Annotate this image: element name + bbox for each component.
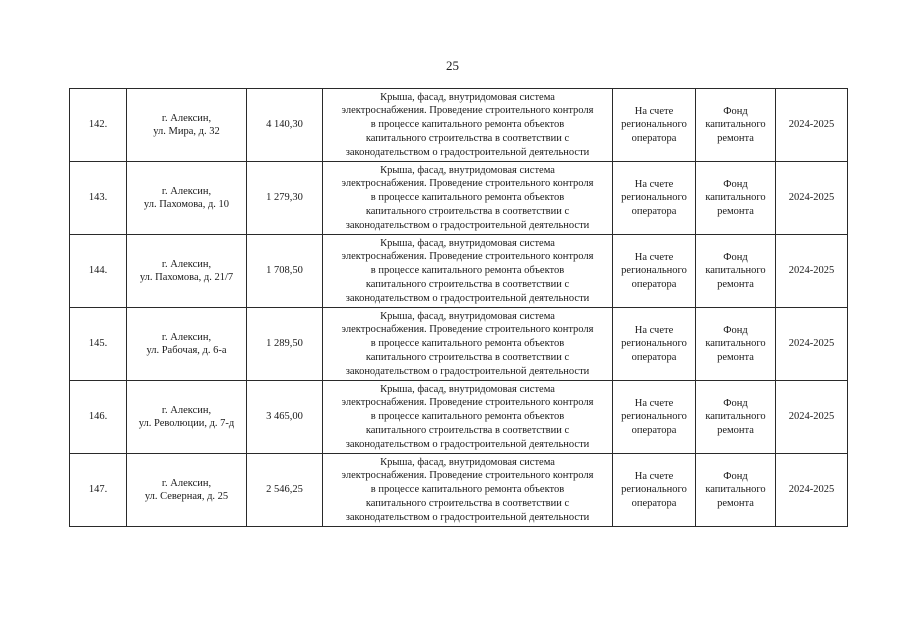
work-line: законодательством о градостроительной деятельности: [345, 146, 590, 158]
work-line: капитального строительства в соответствии с: [365, 132, 570, 144]
work-line: капитального строительства в соответствии с: [365, 351, 570, 363]
work-line: в процессе капитального ремонта объектов: [370, 411, 565, 423]
area-cell: 1 279,30: [247, 162, 323, 235]
row-number: 144.: [70, 235, 127, 308]
period-cell: 2024-2025: [776, 162, 848, 235]
work-description-cell: [323, 381, 613, 454]
work-line: в процессе капитального ремонта объектов: [370, 265, 565, 277]
work-line: капитального строительства в соответствии с: [365, 424, 570, 436]
work-line: в процессе капитального ремонта объектов: [370, 192, 565, 204]
fund-line: Фонд: [723, 251, 748, 263]
account-line: регионального: [621, 411, 687, 423]
account-cell: [613, 235, 696, 308]
work-line: Крыша, фасад, внутридомовая система: [380, 456, 555, 468]
account-line: регионального: [621, 119, 687, 131]
row-number: 142.: [70, 89, 127, 162]
work-line: Крыша, фасад, внутридомовая система: [380, 164, 555, 176]
work-line: законодательством о градостроительной деятельности: [345, 365, 590, 377]
account-line: регионального: [621, 338, 687, 350]
fund-line: ремонта: [717, 205, 754, 217]
area-cell: 3 465,00: [247, 381, 323, 454]
fund-line: ремонта: [717, 497, 754, 509]
account-cell: [613, 162, 696, 235]
fund-cell: [696, 454, 776, 527]
fund-line: Фонд: [723, 178, 748, 190]
address-street: ул. Северная, д. 25: [144, 491, 229, 502]
work-description-cell: [323, 308, 613, 381]
address-street: ул. Рабочая, д. 6-а: [146, 345, 227, 356]
fund-line: капитального: [705, 484, 766, 496]
fund-line: Фонд: [723, 397, 748, 409]
work-line: законодательством о градостроительной деятельности: [345, 219, 590, 231]
work-line: законодательством о градостроительной деятельности: [345, 292, 590, 304]
work-line: электроснабжения. Проведение строительного контроля: [341, 324, 594, 336]
address-cell: [127, 235, 247, 308]
work-line: электроснабжения. Проведение строительного контроля: [341, 470, 594, 482]
address-street: ул. Революции, д. 7-д: [138, 418, 235, 429]
account-line: На счете: [634, 251, 674, 263]
address-city: г. Алексин,: [161, 477, 212, 489]
account-line: регионального: [621, 265, 687, 277]
account-cell: [613, 381, 696, 454]
work-line: электроснабжения. Проведение строительного контроля: [341, 397, 594, 409]
area-cell: 1 289,50: [247, 308, 323, 381]
fund-cell: [696, 162, 776, 235]
table-row: [70, 308, 848, 381]
fund-line: Фонд: [723, 470, 748, 482]
work-line: Крыша, фасад, внутридомовая система: [380, 237, 555, 249]
address-city: г. Алексин,: [161, 331, 212, 343]
work-line: электроснабжения. Проведение строительного контроля: [341, 178, 594, 190]
address-street: ул. Мира, д. 32: [153, 126, 220, 137]
work-line: законодательством о градостроительной деятельности: [345, 438, 590, 450]
work-line: Крыша, фасад, внутридомовая система: [380, 91, 555, 103]
account-line: регионального: [621, 484, 687, 496]
work-line: в процессе капитального ремонта объектов: [370, 338, 565, 350]
address-street: ул. Пахомова, д. 10: [143, 199, 230, 210]
address-city: г. Алексин,: [161, 404, 212, 416]
work-description-cell: [323, 454, 613, 527]
work-line: капитального строительства в соответствии с: [365, 497, 570, 509]
work-description-cell: [323, 89, 613, 162]
period-cell: 2024-2025: [776, 308, 848, 381]
period-cell: 2024-2025: [776, 381, 848, 454]
table-row: [70, 381, 848, 454]
address-street: ул. Пахомова, д. 21/7: [139, 272, 234, 283]
area-cell: 1 708,50: [247, 235, 323, 308]
work-line: капитального строительства в соответствии с: [365, 205, 570, 217]
account-line: регионального: [621, 192, 687, 204]
table-row: [70, 89, 848, 162]
fund-line: Фонд: [723, 105, 748, 117]
fund-line: капитального: [705, 265, 766, 277]
work-line: в процессе капитального ремонта объектов: [370, 484, 565, 496]
fund-line: Фонд: [723, 324, 748, 336]
fund-cell: [696, 308, 776, 381]
fund-cell: [696, 381, 776, 454]
work-line: капитального строительства в соответствии с: [365, 278, 570, 290]
address-cell: [127, 162, 247, 235]
table-row: [70, 454, 848, 527]
fund-cell: [696, 235, 776, 308]
address-city: г. Алексин,: [161, 185, 212, 197]
account-line: На счете: [634, 324, 674, 336]
fund-cell: [696, 89, 776, 162]
area-cell: 4 140,30: [247, 89, 323, 162]
account-line: На счете: [634, 178, 674, 190]
page-number: 25: [446, 58, 459, 73]
work-description-cell: [323, 235, 613, 308]
work-line: законодательством о градостроительной деятельности: [345, 511, 590, 523]
address-cell: [127, 89, 247, 162]
fund-line: ремонта: [717, 278, 754, 290]
fund-line: капитального: [705, 119, 766, 131]
account-cell: [613, 308, 696, 381]
account-line: оператора: [631, 424, 677, 436]
fund-line: ремонта: [717, 424, 754, 436]
account-cell: [613, 454, 696, 527]
work-description-cell: [323, 162, 613, 235]
account-cell: [613, 89, 696, 162]
account-line: На счете: [634, 397, 674, 409]
account-line: На счете: [634, 470, 674, 482]
work-line: электроснабжения. Проведение строительного контроля: [341, 251, 594, 263]
address-city: г. Алексин,: [161, 258, 212, 270]
row-number: 143.: [70, 162, 127, 235]
account-line: оператора: [631, 278, 677, 290]
fund-line: капитального: [705, 192, 766, 204]
period-cell: 2024-2025: [776, 235, 848, 308]
account-line: оператора: [631, 132, 677, 144]
work-line: в процессе капитального ремонта объектов: [370, 119, 565, 131]
fund-line: ремонта: [717, 351, 754, 363]
account-line: оператора: [631, 351, 677, 363]
account-line: оператора: [631, 205, 677, 217]
address-cell: [127, 381, 247, 454]
capital-repair-table: [69, 88, 848, 527]
account-line: оператора: [631, 497, 677, 509]
work-line: Крыша, фасад, внутридомовая система: [380, 310, 555, 322]
work-line: электроснабжения. Проведение строительного контроля: [341, 105, 594, 117]
row-number: 147.: [70, 454, 127, 527]
table-row: [70, 235, 848, 308]
address-cell: [127, 454, 247, 527]
area-cell: 2 546,25: [247, 454, 323, 527]
fund-line: капитального: [705, 411, 766, 423]
table-row: [70, 162, 848, 235]
address-cell: [127, 308, 247, 381]
account-line: На счете: [634, 105, 674, 117]
fund-line: капитального: [705, 338, 766, 350]
period-cell: 2024-2025: [776, 89, 848, 162]
work-line: Крыша, фасад, внутридомовая система: [380, 383, 555, 395]
fund-line: ремонта: [717, 132, 754, 144]
row-number: 145.: [70, 308, 127, 381]
address-city: г. Алексин,: [161, 112, 212, 124]
period-cell: 2024-2025: [776, 454, 848, 527]
row-number: 146.: [70, 381, 127, 454]
